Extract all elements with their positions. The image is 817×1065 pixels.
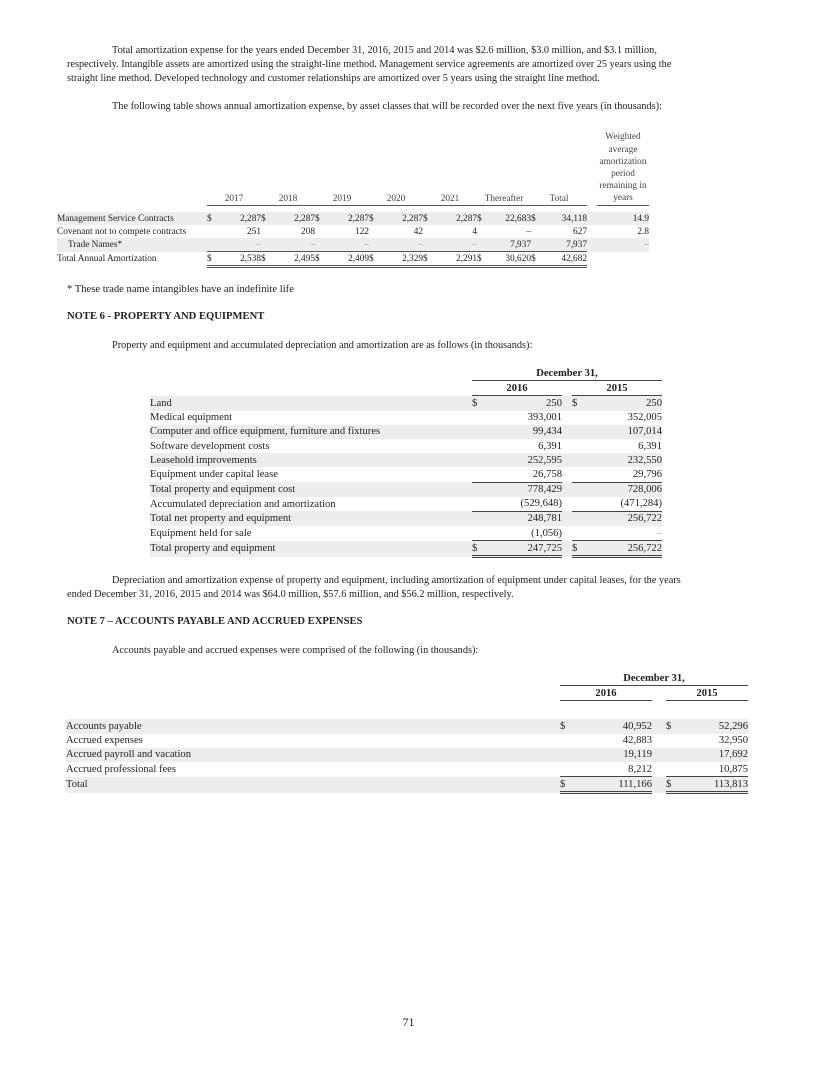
- intro-line-3: straight line method. Developed technology and customer relationships are amortized over 5 years using the straight line method.: [67, 73, 600, 84]
- table-header-row: [150, 381, 662, 396]
- note-7-heading: NOTE 7 – ACCOUNTS PAYABLE AND ACCRUED EXPENSES: [67, 616, 363, 627]
- table-row: Leasehold improvements 252,595 232,550: [150, 454, 662, 466]
- table-row: Total property and equipment $ 247,725 $ 256,722: [150, 541, 662, 557]
- row-label: Covenant not to compete contracts: [57, 226, 187, 237]
- depreciation-line-1: Depreciation and amortization expense of property and equipment, including amortization of equipment under capital leases, for the years: [112, 575, 681, 586]
- note-6-intro: Property and equipment and accumulated depreciation and amortization are as follows (in thousands):: [112, 340, 533, 351]
- table-header-row: [150, 366, 662, 381]
- year-header: 2016: [472, 381, 562, 396]
- trade-name-footnote: * These trade name intangibles have an indefinite life: [67, 284, 294, 295]
- table-row: Accrued expenses 42,883 32,950: [66, 735, 748, 747]
- year-header: 2016: [560, 686, 652, 701]
- row-label: Total: [66, 779, 88, 791]
- row-label: Equipment under capital lease: [150, 469, 278, 481]
- row-label: Total property and equipment: [150, 543, 276, 555]
- table-row: Trade Names* – – – – – 7,937 7,937 –: [57, 238, 649, 252]
- weighted-average-header: Weighted average amortization period remaining in years: [597, 126, 649, 206]
- row-label: Accrued professional fees: [66, 763, 177, 775]
- table-row: Accounts payable $ 40,952 $ 52,296: [66, 720, 748, 732]
- row-label: Total property and equipment cost: [150, 483, 296, 495]
- table-row: Management Service Contracts $ 2,287 $ 2,287 $ 2,287 $ 2,287 $ 2,287 $ 22,683 $ 34,118 14.9: [57, 213, 649, 224]
- column-header: Total: [531, 126, 587, 206]
- table-row: Total Annual Amortization $ 2,538 $ 2,495 $ 2,409 $ 2,329 $ 2,291 $ 30,620 $ 42,682: [57, 252, 649, 267]
- table-row: Covenant not to compete contracts 251 208 122 42 4 – 627 2.8: [57, 226, 649, 237]
- amortization-table-intro: The following table shows annual amortization expense, by asset classes that will be recorded over the next five years (in thousands):: [112, 101, 662, 112]
- row-label: Accounts payable: [66, 720, 142, 732]
- note-6-heading: NOTE 6 - PROPERTY AND EQUIPMENT: [67, 311, 265, 322]
- table-row: Equipment held for sale (1,056) –: [150, 527, 662, 539]
- year-header: 2015: [666, 686, 748, 701]
- intro-line-1: Total amortization expense for the years ended December 31, 2016, 2015 and 2014 was $2.6 million, $3.0 million, and $3.1 million,: [112, 45, 657, 56]
- amortization-table: [57, 126, 649, 268]
- row-label: Medical equipment: [150, 412, 233, 424]
- row-label: Trade Names*: [68, 239, 123, 250]
- column-header: 2021: [423, 126, 477, 206]
- column-header: Thereafter: [477, 126, 531, 206]
- amortization-header-row: [57, 126, 649, 206]
- row-label: Accrued expenses: [66, 735, 143, 747]
- depreciation-line-2: ended December 31, 2016, 2015 and 2014 was $64.0 million, $57.6 million, and $56.2 million, respectively.: [67, 589, 514, 600]
- table-header-row: [66, 671, 748, 686]
- table-row: Accrued professional fees 8,212 10,875: [66, 763, 748, 775]
- row-label: Total net property and equipment: [150, 513, 292, 525]
- period-header: December 31,: [560, 671, 748, 686]
- table-row: Total $ 111,166 $ 113,813: [66, 777, 748, 793]
- table-row: Accrued payroll and vacation 19,119 17,692: [66, 749, 748, 761]
- page-number: 71: [402, 1015, 415, 1029]
- row-label: Software development costs: [150, 440, 270, 452]
- row-label: Land: [150, 397, 172, 409]
- table-row: Software development costs 6,391 6,391: [150, 440, 662, 452]
- row-label: Computer and office equipment, furniture and fixtures: [150, 426, 381, 438]
- column-header: 2019: [315, 126, 369, 206]
- accounts-payable-table: [66, 671, 748, 794]
- column-header: 2020: [369, 126, 423, 206]
- note-7-intro: Accounts payable and accrued expenses were comprised of the following (in thousands):: [112, 645, 479, 656]
- row-label: Accumulated depreciation and amortization: [150, 498, 336, 510]
- table-row: Equipment under capital lease 26,758 29,796: [150, 468, 662, 481]
- intro-line-2: respectively. Intangible assets are amortized using the straight-line method. Management service agreements are amortized over 25 years using the: [67, 59, 672, 70]
- property-equipment-table: [150, 366, 662, 558]
- table-row: Medical equipment 393,001 352,005: [150, 412, 662, 424]
- table-header-row: [66, 686, 748, 701]
- row-label: Accrued payroll and vacation: [66, 749, 192, 761]
- table-row: Computer and office equipment, furniture and fixtures 99,434 107,014: [150, 426, 662, 438]
- year-header: 2015: [572, 381, 662, 396]
- table-row: Accumulated depreciation and amortization (529,648) (471,284): [150, 498, 662, 510]
- period-header: December 31,: [472, 366, 662, 381]
- table-row: Total net property and equipment 248,781 256,722: [150, 513, 662, 525]
- row-label: Management Service Contracts: [57, 213, 174, 224]
- row-label: Total Annual Amortization: [57, 254, 157, 264]
- table-row: Land $ 250 $ 250: [150, 397, 662, 409]
- column-header: 2018: [261, 126, 315, 206]
- table-row: Total property and equipment cost 778,429 728,006: [150, 483, 662, 496]
- row-label: Leasehold improvements: [150, 454, 257, 466]
- column-header: 2017: [207, 126, 261, 206]
- row-label: Equipment held for sale: [150, 527, 252, 539]
